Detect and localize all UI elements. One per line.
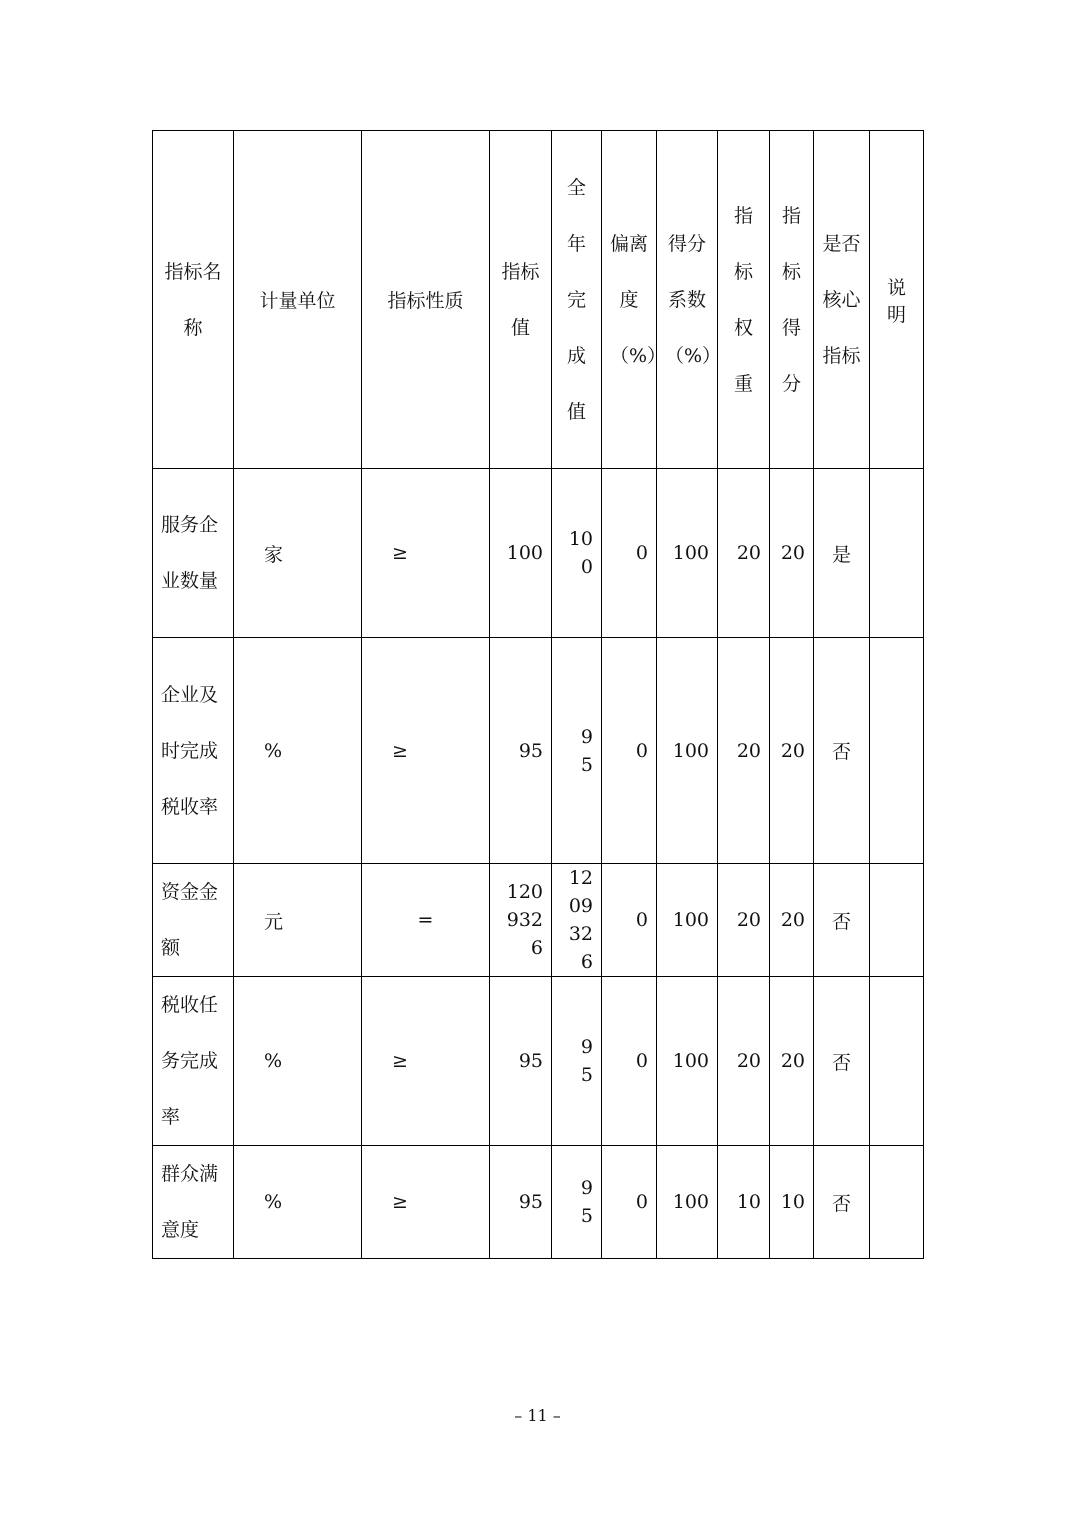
row-deviation: 0	[602, 864, 657, 977]
row-coefficient: 100	[657, 469, 718, 638]
table-row	[153, 977, 924, 1146]
row-core: 是	[814, 469, 870, 638]
header-note: 说明	[870, 131, 924, 469]
row-name: 企业及时完成税收率	[153, 638, 234, 864]
row-weight: 20	[718, 977, 770, 1146]
row-coefficient: 100	[657, 1146, 718, 1259]
row-actual: 95	[552, 977, 602, 1146]
row-unit: %	[234, 638, 362, 864]
row-core: 否	[814, 977, 870, 1146]
row-nature: ≥	[362, 469, 490, 638]
header-deviation: 偏离度（%）	[602, 131, 657, 469]
row-core: 否	[814, 864, 870, 977]
row-coefficient: 100	[657, 864, 718, 977]
row-deviation: 0	[602, 638, 657, 864]
header-unit: 计量单位	[234, 131, 362, 469]
row-weight: 20	[718, 864, 770, 977]
header-nature: 指标性质	[362, 131, 490, 469]
row-note	[870, 638, 924, 864]
table-row	[153, 864, 924, 977]
header-score-coefficient: 得分系数（%）	[657, 131, 718, 469]
row-weight: 20	[718, 469, 770, 638]
header-is-core: 是否核心指标	[814, 131, 870, 469]
row-target: 100	[490, 469, 552, 638]
row-score: 20	[770, 864, 814, 977]
row-target: 1209326	[490, 864, 552, 977]
row-deviation: 0	[602, 977, 657, 1146]
row-name: 群众满意度	[153, 1146, 234, 1259]
table-row	[153, 469, 924, 638]
row-unit: %	[234, 977, 362, 1146]
table-row	[153, 1146, 924, 1259]
header-target-value: 指标值	[490, 131, 552, 469]
row-name: 服务企业数量	[153, 469, 234, 638]
row-weight: 20	[718, 638, 770, 864]
header-row	[153, 131, 924, 469]
row-actual: 95	[552, 1146, 602, 1259]
row-score: 20	[770, 638, 814, 864]
header-score: 指标得分	[770, 131, 814, 469]
row-unit: 元	[234, 864, 362, 977]
row-core: 否	[814, 638, 870, 864]
row-note	[870, 864, 924, 977]
row-score: 20	[770, 977, 814, 1146]
row-actual: 95	[552, 638, 602, 864]
row-coefficient: 100	[657, 638, 718, 864]
row-target: 95	[490, 977, 552, 1146]
row-coefficient: 100	[657, 977, 718, 1146]
row-note	[870, 977, 924, 1146]
row-deviation: 0	[602, 469, 657, 638]
header-weight: 指标权重	[718, 131, 770, 469]
page-number: – 11 –	[514, 1406, 561, 1425]
row-deviation: 0	[602, 1146, 657, 1259]
header-indicator-name: 指标名称	[153, 131, 234, 469]
performance-indicator-table	[152, 130, 924, 1259]
row-unit: 家	[234, 469, 362, 638]
row-note	[870, 1146, 924, 1259]
row-unit: %	[234, 1146, 362, 1259]
table-row	[153, 638, 924, 864]
row-nature: ≥	[362, 638, 490, 864]
row-nature: ≥	[362, 1146, 490, 1259]
row-weight: 10	[718, 1146, 770, 1259]
row-score: 10	[770, 1146, 814, 1259]
row-nature: ≥	[362, 977, 490, 1146]
row-nature: =	[362, 864, 490, 977]
row-note	[870, 469, 924, 638]
header-annual-completion: 全年完成值	[552, 131, 602, 469]
row-score: 20	[770, 469, 814, 638]
row-name: 资金金额	[153, 864, 234, 977]
row-actual: 1209326	[552, 864, 602, 977]
row-actual: 100	[552, 469, 602, 638]
row-name: 税收任务完成率	[153, 977, 234, 1146]
row-core: 否	[814, 1146, 870, 1259]
row-target: 95	[490, 1146, 552, 1259]
row-target: 95	[490, 638, 552, 864]
